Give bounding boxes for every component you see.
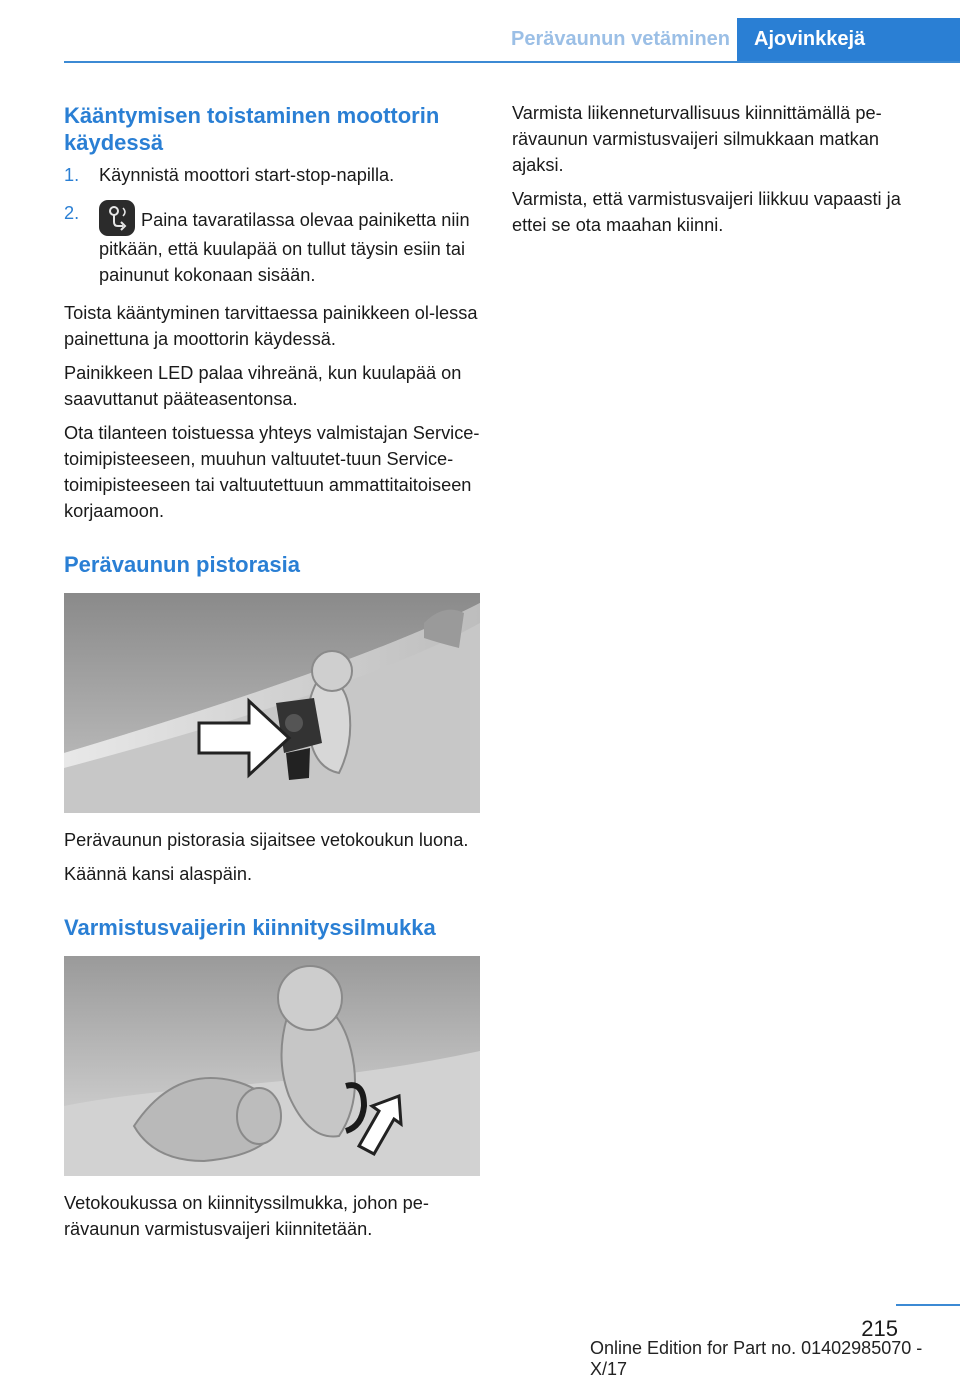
edition-note: Online Edition for Part no. 01402985070 - X/17	[590, 1338, 923, 1379]
heading-repeat-swivel: Kääntymisen toistaminen moottorin käydessä	[64, 103, 440, 155]
header-chapter-tab: Ajovinkkejä	[737, 18, 960, 63]
left-column	[64, 100, 480, 1250]
heading-trailer-socket: Perävaunun pistorasia	[64, 552, 300, 577]
paragraph: Varmista liikenneturvallisuus kiinnittämällä pe-rävaunun varmistusvaijeri silmukkaan matkan ajaksi.	[512, 103, 882, 175]
page-header	[0, 0, 960, 64]
header-section-title: Perävaunun vetäminen	[511, 28, 730, 50]
step-number: 2.	[64, 203, 80, 223]
steps-list	[64, 162, 480, 288]
right-column	[512, 100, 928, 246]
heading-safety-cable-loop: Varmistusvaijerin kiinnityssilmukka	[64, 915, 436, 940]
paragraph: Ota tilanteen toistuessa yhteys valmistajan Service-toimipisteeseen, muuhun valtuutet-tuun Service-toimipisteeseen tai valtuutettuun ammattitaitoiseen korjaamoon.	[64, 423, 480, 521]
trailer-hitch-button-icon	[99, 200, 135, 236]
step-text: Paina tavaratilassa olevaa painiketta niin pitkään, että kuulapää on tullut täysin esiin tai painunut kokonaan sisään.	[99, 210, 470, 285]
step-number: 1.	[64, 165, 80, 185]
paragraph: Toista kääntyminen tarvittaessa painikkeen ol-lessa painettuna ja moottorin käydessä.	[64, 303, 478, 349]
footer-rule	[896, 1304, 960, 1306]
paragraph: Varmista, että varmistusvaijeri liikkuu vapaasti ja ettei se ota maahan kiinni.	[512, 189, 901, 235]
header-rule	[64, 61, 960, 63]
page-number: 215	[861, 1316, 898, 1341]
paragraph: Käännä kansi alaspäin.	[64, 864, 253, 884]
paragraph: Perävaunun pistorasia sijaitsee vetokoukun luona.	[64, 830, 469, 850]
paragraph: Painikkeen LED palaa vihreänä, kun kuulapää on saavuttanut pääteasentonsa.	[64, 363, 462, 409]
step-item	[64, 162, 480, 188]
safety-cable-loop-illustration	[64, 956, 480, 1176]
trailer-socket-illustration	[64, 593, 480, 813]
step-text: Käynnistä moottori start-stop-napilla.	[99, 165, 395, 185]
step-item	[64, 200, 480, 288]
paragraph: Vetokoukussa on kiinnityssilmukka, johon pe-rävaunun varmistusvaijeri kiinnitetään.	[64, 1193, 429, 1239]
